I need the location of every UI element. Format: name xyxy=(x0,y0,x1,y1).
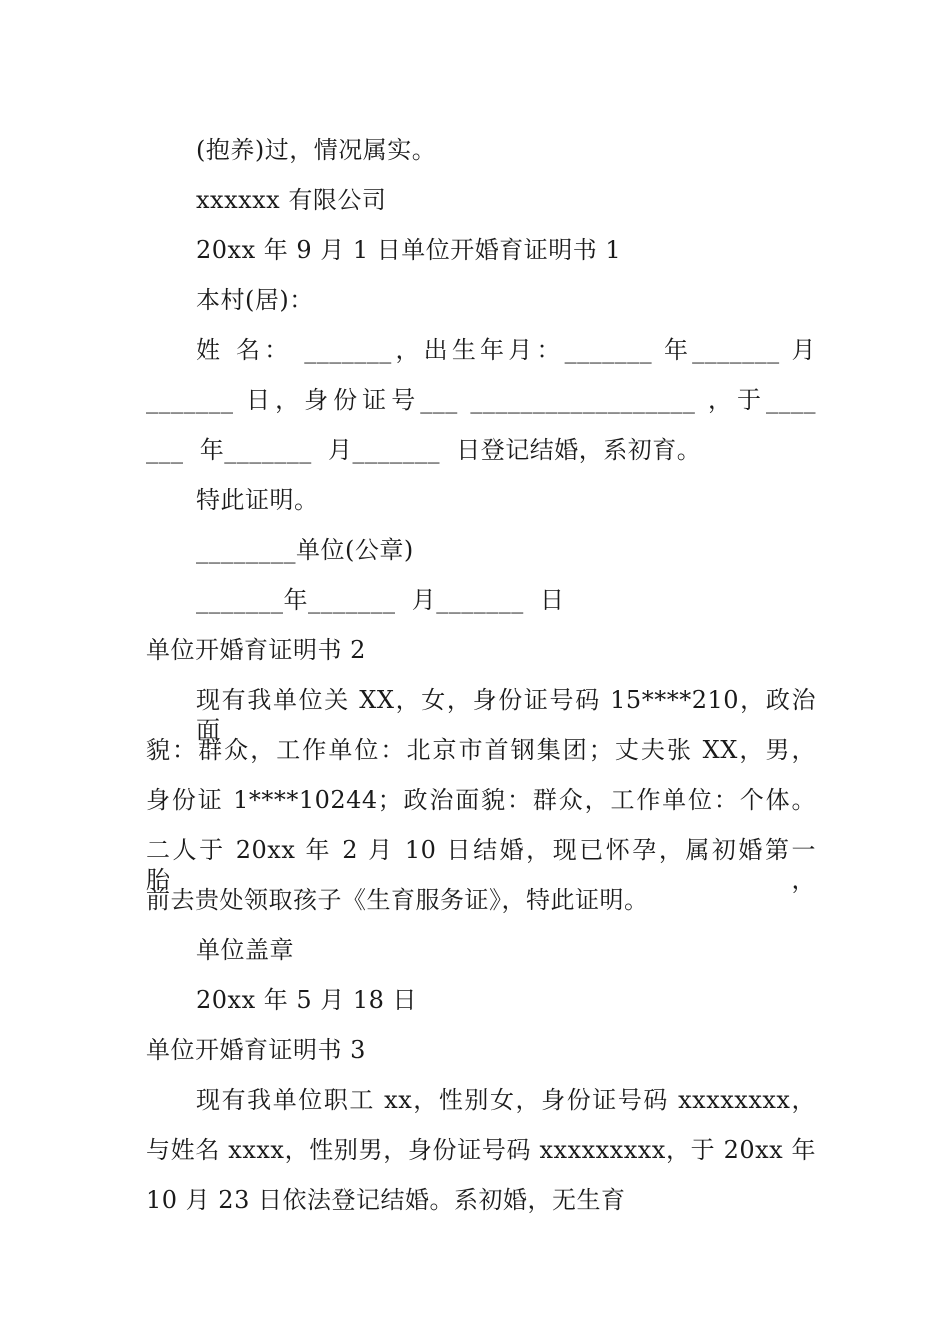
cert2-seal: 单位盖章 xyxy=(196,936,294,964)
cert2-line-1: 现有我单位关 XX，女，身份证号码 15****210，政治面 xyxy=(196,686,816,744)
cert3-line-3: 10 月 23 日依法登记结婚。系初婚，无生育 xyxy=(146,1186,626,1214)
cert2-line-5: 前去贵处领取孩子《生育服务证》，特此证明。 xyxy=(146,886,649,914)
cert2-heading: 单位开婚育证明书 2 xyxy=(146,636,366,664)
cert2-date: 20xx 年 5 月 18 日 xyxy=(196,986,418,1014)
cert3-heading: 单位开婚育证明书 3 xyxy=(146,1036,366,1064)
company-name: xxxxxx 有限公司 xyxy=(196,186,387,214)
cert1-date-blank: _______年_______ 月_______ 日 xyxy=(196,586,565,614)
addressee: 本村(居)： xyxy=(196,286,314,314)
cert1-unit-seal: ________单位(公章) xyxy=(196,536,414,564)
cert2-line-3: 身份证 1****10244；政治面貌：群众，工作单位：个体。 xyxy=(146,786,816,814)
cert1-line-3: ___ 年_______ 月_______ 日登记结婚，系初育。 xyxy=(146,436,702,464)
cert1-line-1: 姓 名： _______，出生年月：_______ 年_______ 月 xyxy=(196,336,816,364)
cert2-line-2: 貌：群众，工作单位：北京市首钢集团；丈夫张 XX，男， xyxy=(146,736,816,764)
cert1-line-2: _______ 日，身份证号___ __________________ ，于____ xyxy=(146,386,816,414)
cert3-line-1: 现有我单位职工 xx，性别女，身份证号码 xxxxxxxx， xyxy=(196,1086,816,1114)
closing-text: (抱养)过，情况属实。 xyxy=(196,136,437,164)
cert2-line-4: 二人于 20xx 年 2 月 10 日结婚，现已怀孕，属初婚第一胎， xyxy=(146,836,816,894)
cert3-line-2: 与姓名 xxxx，性别男，身份证号码 xxxxxxxxx，于 20xx 年 xyxy=(146,1136,816,1164)
cert1-statement: 特此证明。 xyxy=(196,486,319,514)
date-and-heading-1: 20xx 年 9 月 1 日单位开婚育证明书 1 xyxy=(196,236,622,264)
